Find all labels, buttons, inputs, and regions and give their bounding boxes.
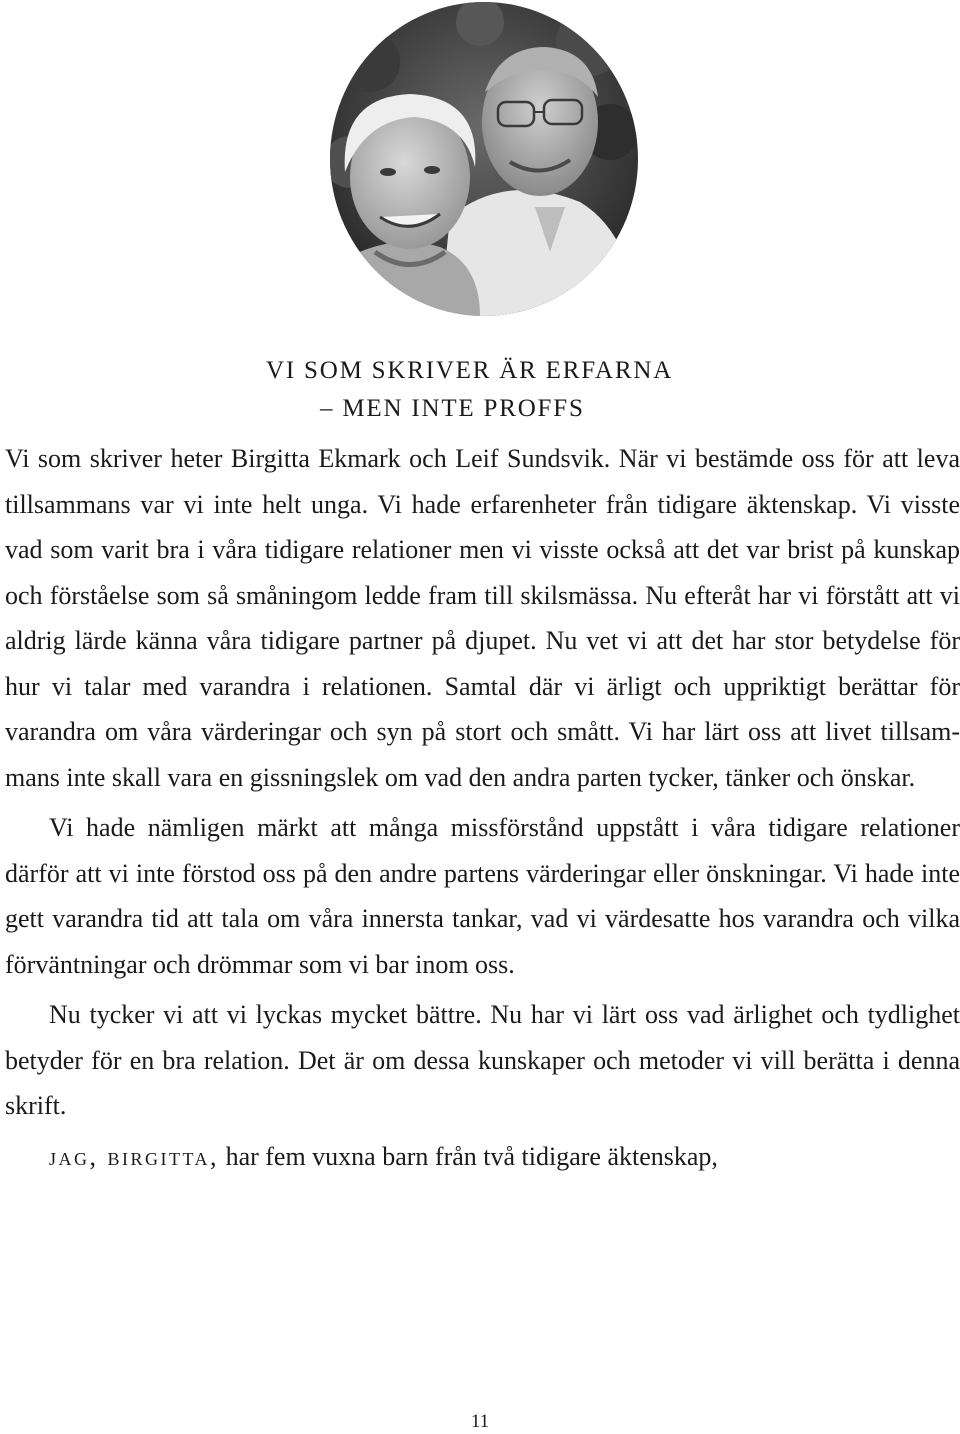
body-text — [5, 436, 960, 1184]
heading-line-2: – MEN INTE PROFFS — [320, 395, 585, 422]
paragraph-3: Nu tycker vi att vi lyckas mycket bättre. Nu har vi lärt oss vad ärlighet och tydlighet betyder för en bra relation. Det är om dessa kunskaper och metoder vi vill berätta i denna skrift. — [5, 1000, 960, 1120]
paragraph-4 — [5, 1134, 960, 1180]
author-photo — [330, 2, 638, 316]
paragraph-4-lead: jag, birgitta, — [49, 1141, 220, 1171]
paragraph-2: Vi hade nämligen märkt att många missförstånd uppstått i våra tidigare relationer därför att vi inte förstod oss på den andre partens värderingar eller önskningar. Vi hade inte gett varandra tid att tala om våra innersta tankar, vad vi värdesatte hos varandra och vilka förväntningar och drömmar som vi bar inom oss. — [5, 813, 960, 979]
page-number: 11 — [470, 1411, 490, 1432]
heading-line-1: VI SOM SKRIVER ÄR ERFARNA — [266, 357, 674, 384]
paragraph-4-rest: har fem vuxna barn från två tidigare äktenskap, — [219, 1141, 718, 1171]
paragraph-1: Vi som skriver heter Birgitta Ekmark och Leif Sundsvik. När vi bestämde oss för att leva tillsammans var vi inte helt unga. Vi hade erfarenheter från tidigare äktenskap. Vi visste vad som varit bra i våra tidigare relationer men vi visste också att det var brist på kunskap och förståelse som så småningom ledde fram till skilsmässa. Nu efteråt har vi förstått att vi aldrig lärde känna våra tidigare partner på djupet. Nu vet vi att det har stor betydelse för hur vi talar med varandra i relationen. Samtal där vi ärligt och uppriktigt berättar för varandra om våra värderingar och syn på stort och smått. Vi har lärt oss att livet tillsammans inte skall vara en gissningslek om vad den andra parten tycker, tänker och önskar. — [5, 444, 960, 792]
